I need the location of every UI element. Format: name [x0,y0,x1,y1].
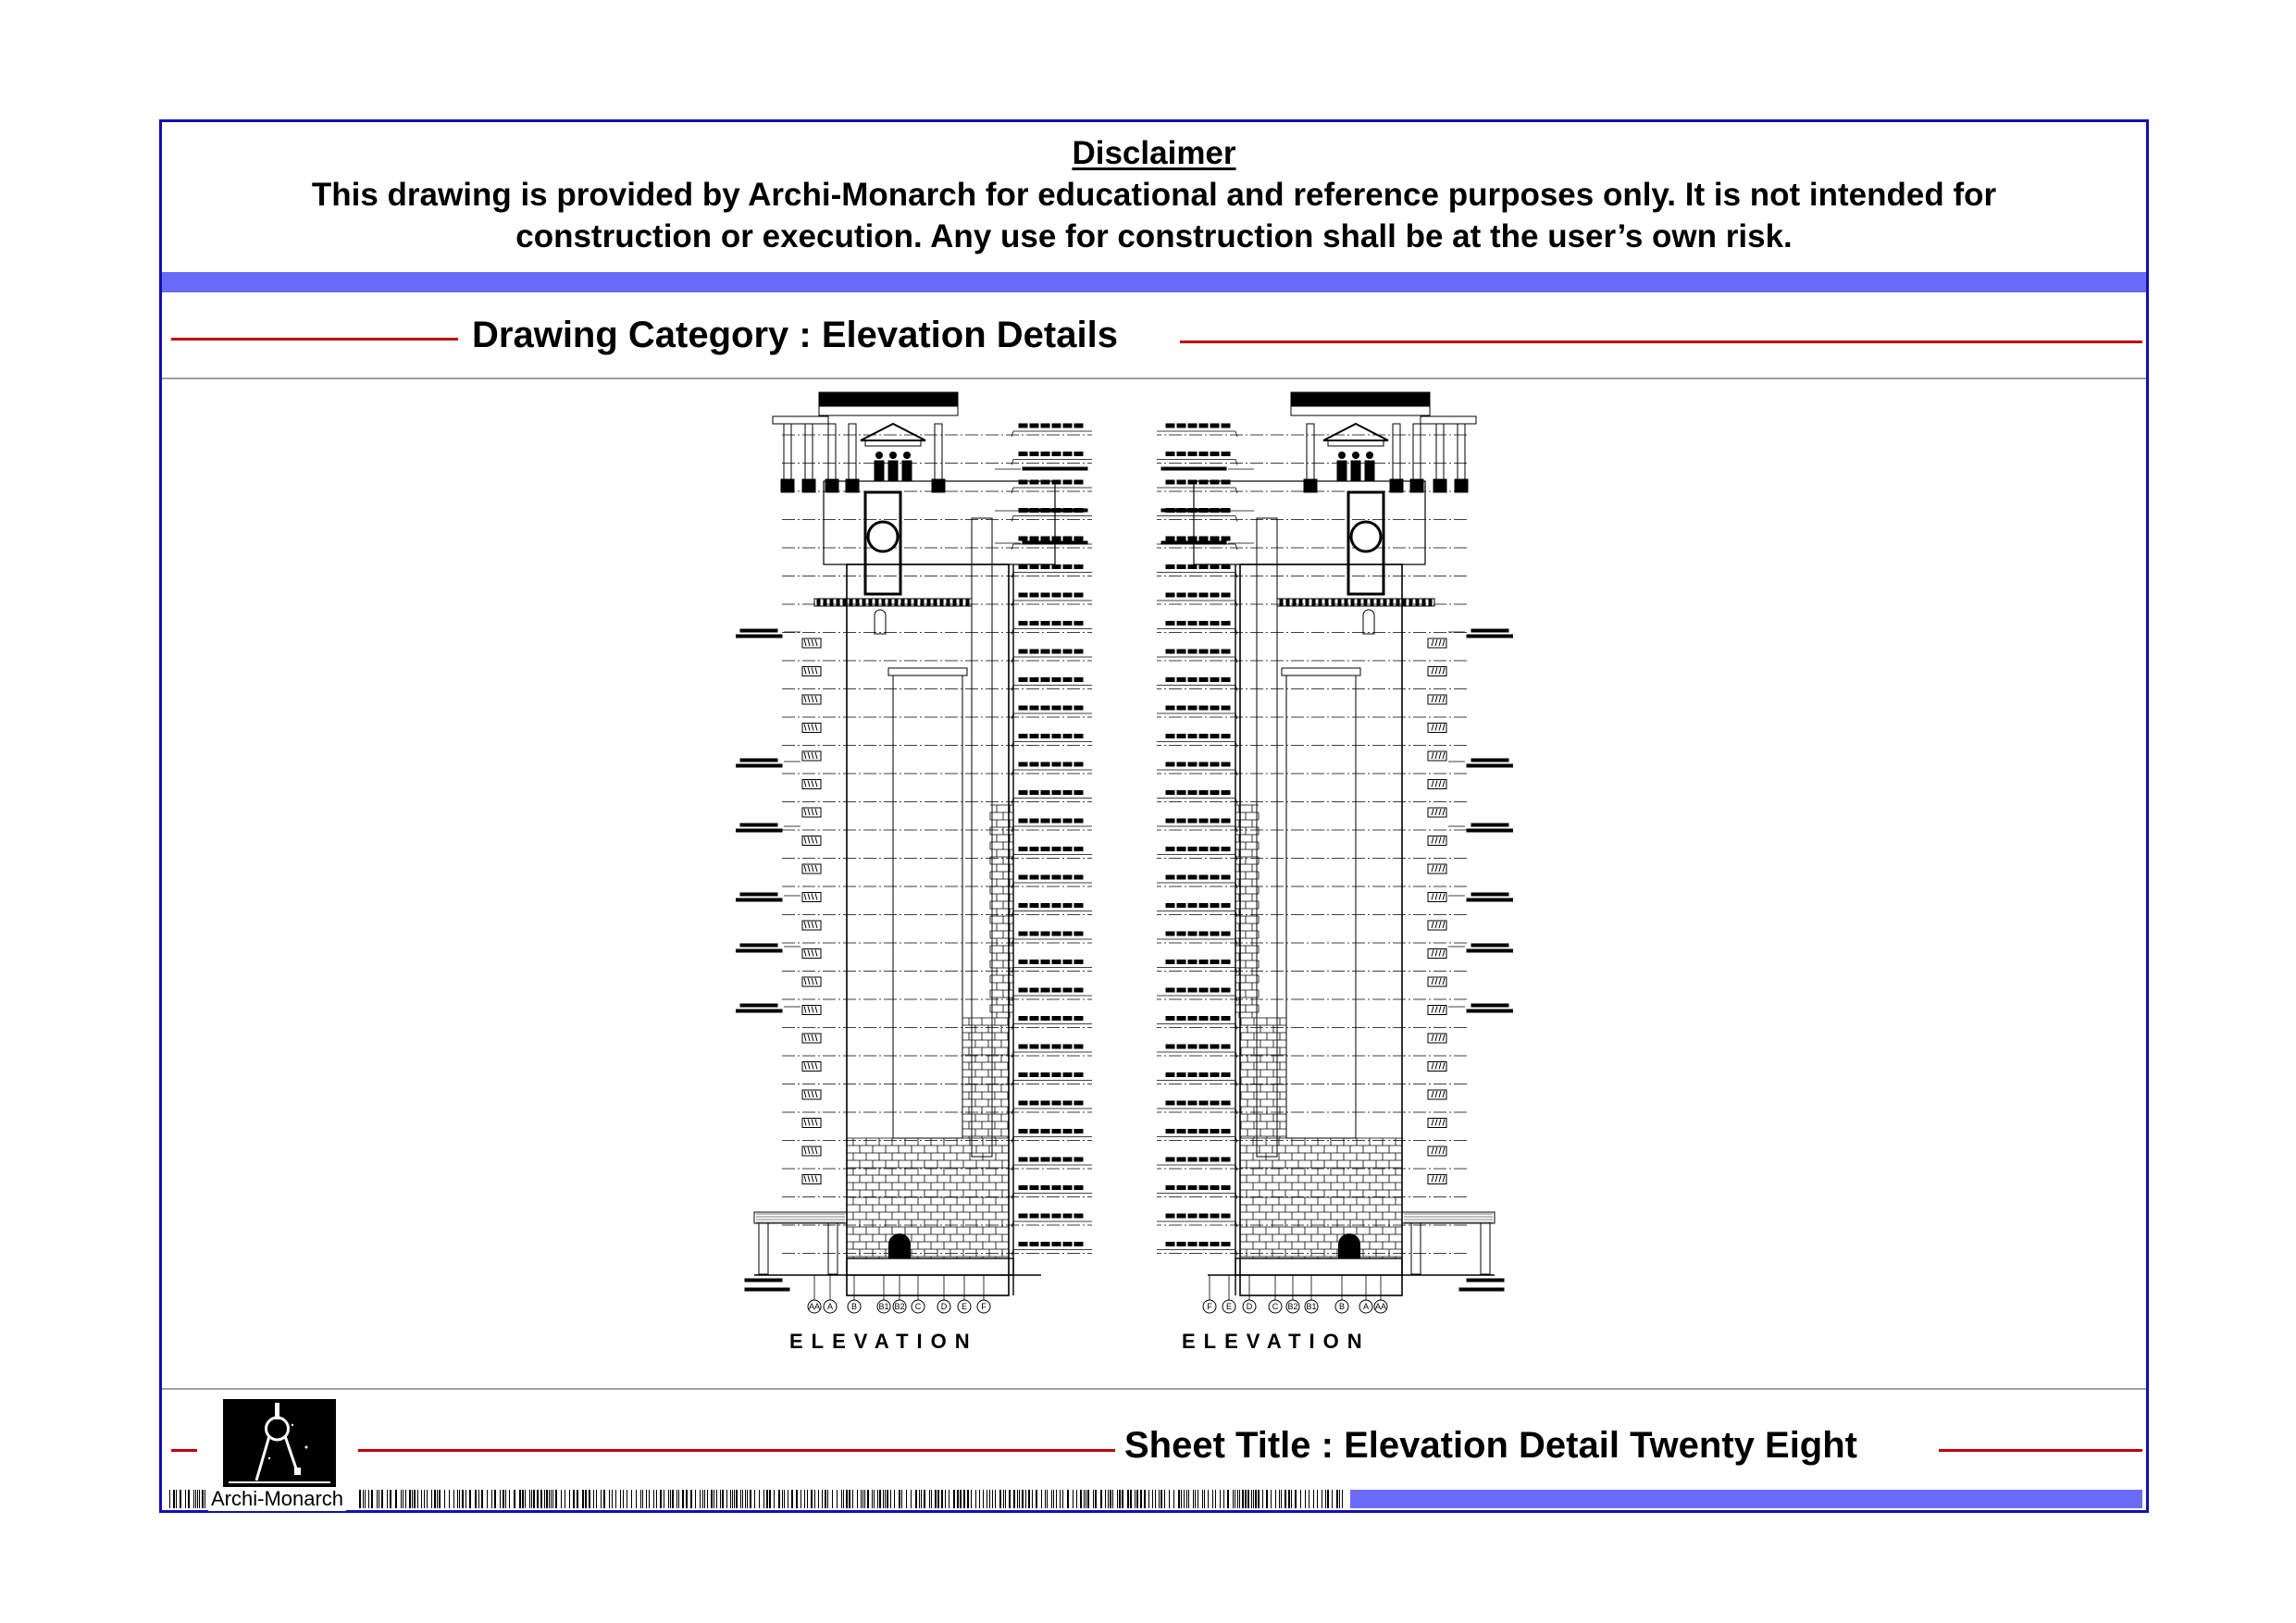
elevation-linework [736,392,1092,1295]
elevation-left-svg [736,379,1124,1369]
grid-bubble [1374,1275,1387,1313]
grid-bubble-label: A [1362,1302,1370,1311]
grid-bubble-label: AA [1374,1302,1387,1311]
elevation-linework [1157,392,1513,1295]
grid-bubble [877,1275,890,1313]
grid-bubble [1269,1275,1282,1313]
elevation-label-right: ELEVATION [1182,1330,1371,1353]
compass-divider-icon [223,1399,336,1488]
grid-bubble [1286,1275,1299,1313]
grid-bubble-label: F [981,1302,987,1311]
sheet-title: Sheet Title : Elevation Detail Twenty Eight [1124,1425,1857,1466]
grid-bubble-label: A [826,1302,834,1311]
category-rule-left [171,338,458,341]
grid-bubble-label: B [850,1302,858,1311]
grid-bubble [1335,1275,1348,1313]
grid-bubble [824,1275,837,1313]
footer-rule-right [1939,1449,2142,1452]
top-band [162,272,2146,292]
grid-bubble-label: F [1207,1302,1212,1311]
grid-bubble-label: D [1246,1302,1253,1311]
title-block [162,1390,2146,1510]
grid-bubble [1243,1275,1256,1313]
drawing-category: Drawing Category : Elevation Details [472,315,1118,355]
grid-bubble [1359,1275,1372,1313]
grid-bubble-label: E [1225,1302,1233,1311]
disclaimer-block [162,122,2146,272]
drawing-sheet [159,119,2149,1513]
grid-bubble-label: D [940,1302,948,1311]
grid-bubble-label: C [1272,1302,1279,1311]
grid-bubble [937,1275,950,1313]
grid-bubble [1305,1275,1318,1313]
grid-bubble-label: B2 [894,1302,905,1311]
grid-bubble-label: B [1338,1302,1346,1311]
disclaimer-title [162,135,2146,172]
grid-bubble [893,1275,906,1313]
grid-bubble-label: B1 [878,1302,889,1311]
barcode-strip [169,1490,1347,1508]
grid-bubble-label: C [914,1302,922,1311]
elevation-drawing-left [736,379,1124,1374]
grid-bubble [958,1275,971,1313]
category-row [162,292,2146,378]
bottom-band [1350,1490,2142,1508]
grid-bubble-label: AA [808,1302,821,1311]
grid-bubble-label: B2 [1287,1302,1298,1311]
elevation-right-svg [1124,379,1513,1369]
elevation-drawing-right [1124,379,1513,1374]
footer-rule-left [171,1449,197,1452]
grid-bubble [1222,1275,1235,1313]
logo-text: Archi-Monarch [208,1487,346,1511]
grid-bubble [808,1275,821,1313]
grid-bubble [1203,1275,1216,1313]
elevation-label-left: ELEVATION [789,1330,978,1353]
category-rule-right [1180,341,2142,343]
disclaimer-title-text: Disclaimer [1072,135,1236,171]
disclaimer-body: This drawing is provided by Archi-Monarch for educational and reference purposes only. It is not intended for construction or execution. Any use for construction shall be at the user’s own risk. [311,177,1997,254]
grid-bubble [848,1275,861,1313]
grid-bubble [977,1275,990,1313]
grid-bubble [912,1275,925,1313]
drawing-area [162,379,2146,1504]
footer-rule-middle [358,1449,1115,1452]
grid-bubble-label: B1 [1306,1302,1317,1311]
grid-bubble-label: E [961,1302,968,1311]
